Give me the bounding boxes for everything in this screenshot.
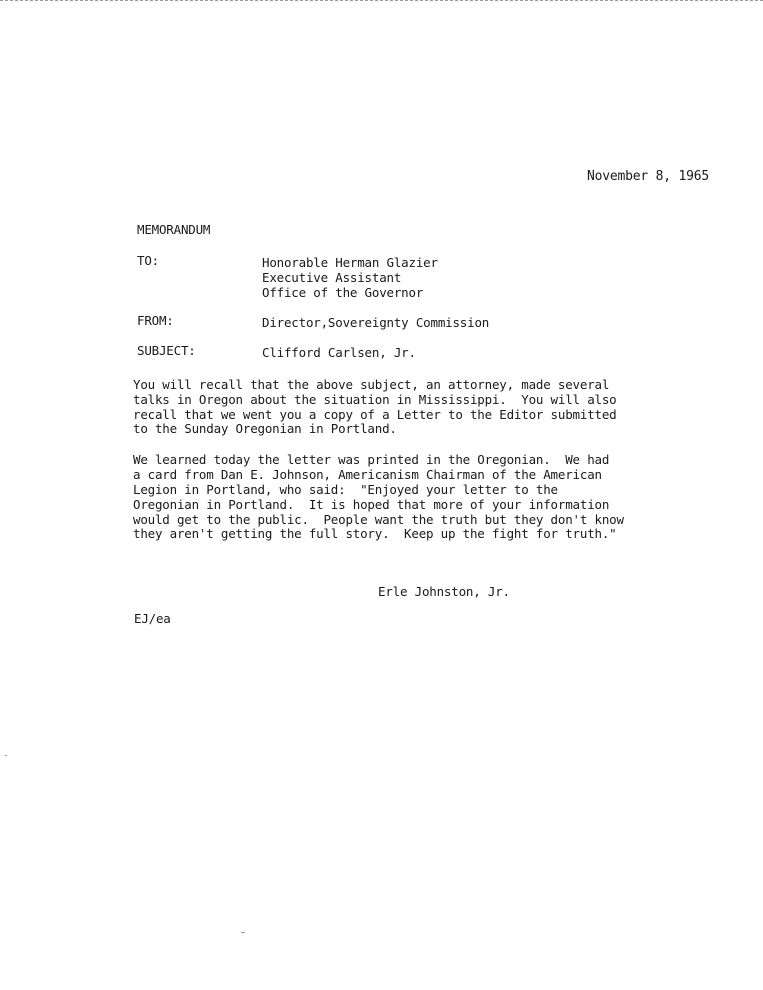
- scan-speck: [5, 755, 7, 756]
- paragraph-line: to the Sunday Oregonian in Portland.: [133, 421, 397, 436]
- scan-speck: [241, 932, 245, 933]
- to-label: TO:: [137, 253, 159, 268]
- page-top-edge: [0, 0, 763, 6]
- to-line-2: Executive Assistant: [262, 270, 402, 285]
- to-line-3: Office of the Governor: [262, 285, 424, 300]
- paragraph-line: they aren't getting the full story. Keep up the fight for truth.": [133, 526, 617, 541]
- paragraph-line: Legion in Portland, who said: "Enjoyed your letter to the: [133, 482, 558, 497]
- to-line-1: Honorable Herman Glazier: [262, 255, 438, 270]
- paragraph-line: recall that we went you a copy of a Letter to the Editor submitted: [133, 407, 617, 422]
- paragraph-line: We learned today the letter was printed in the Oregonian. We had: [133, 452, 610, 467]
- from-value: Director,Sovereignty Commission: [262, 315, 490, 330]
- subject-label: SUBJECT:: [137, 343, 196, 358]
- paragraph-line: a card from Dan E. Johnson, Americanism Chairman of the American: [133, 467, 602, 482]
- paragraph-line: would get to the public. People want the truth but they don't know: [133, 512, 624, 527]
- subject-value: Clifford Carlsen, Jr.: [262, 345, 416, 360]
- signature-name: Erle Johnston, Jr.: [378, 584, 510, 599]
- from-label: FROM:: [137, 313, 174, 328]
- paragraph-line: talks in Oregon about the situation in Mississippi. You will also: [133, 392, 617, 407]
- memo-heading: MEMORANDUM: [137, 222, 211, 237]
- memo-date: November 8, 1965: [587, 169, 710, 184]
- paragraph-line: You will recall that the above subject, an attorney, made several: [133, 377, 610, 392]
- typist-initials: EJ/ea: [134, 611, 171, 626]
- paragraph-line: Oregonian in Portland. It is hoped that more of your information: [133, 497, 610, 512]
